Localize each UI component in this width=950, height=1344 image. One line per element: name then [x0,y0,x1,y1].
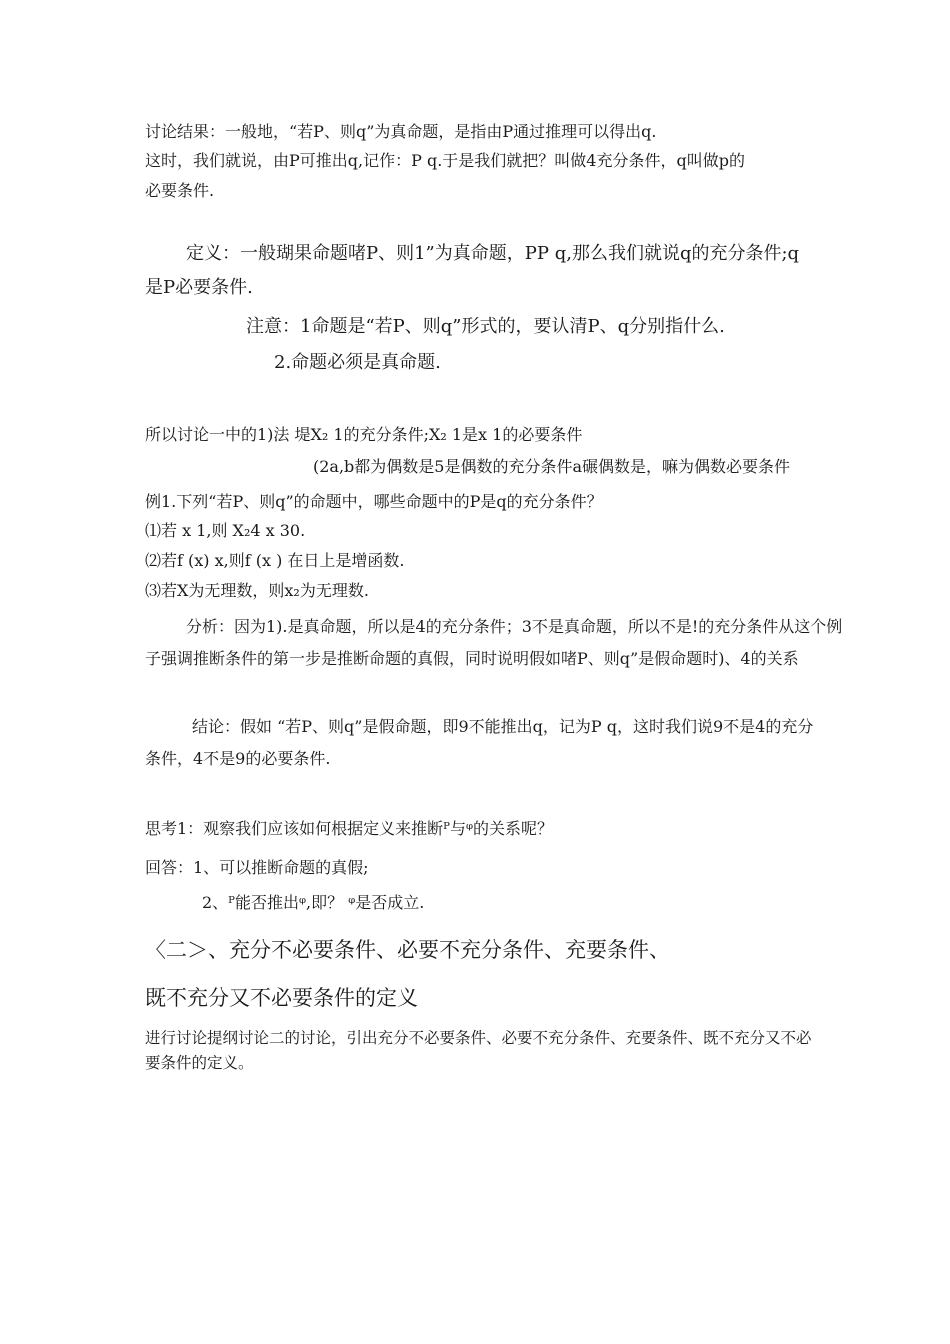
conclusion-from-discussion-1: 所以讨论一中的1)法 堤X₂ 1的充分条件;X₂ 1是x 1的必要条件 [145,425,583,444]
section-body-line-2: 要条件的定义。 [145,1054,254,1072]
example-item-3: ⑶若X为无理数，则x₂为无理数. [145,581,369,600]
conclusion-line-2: 条件，4不是9的必要条件. [145,749,331,768]
example-item-1: ⑴若 x 1,则 X₂4 x 30. [145,521,306,540]
example-title: 例1.下列“若P、则q”的命题中，哪些命题中的P是q的充分条件？ [145,492,603,511]
discussion-result-line-1: 讨论结果：一般地，“若P、则q”为真命题，是指由P通过推理可以得出q. [145,122,657,141]
definition-line-2: 是P必要条件. [145,277,253,298]
conclusion-from-discussion-2: (2a,b都为偶数是5是偶数的充分条件a碾偶数是，嘛为偶数必要条件 [313,457,791,476]
definition-line-1: 定义：一般瑚果命题啫P、则1”为真命题，PP q,那么我们就说q的充分条件;q [186,243,800,264]
section-heading-line-2: 既不充分又不必要条件的定义 [145,986,418,1010]
discussion-result-line-2: 这时，我们就说，由P可推出q,记作：P q.于是我们就把？叫做4充分条件，q叫做p的 [145,151,745,170]
discussion-result-line-3: 必要条件. [145,181,215,200]
example-item-2: ⑵若f (x) x,则f (x ) 在日上是增函数. [145,551,405,570]
analysis-line-1: 分析：因为1).是真命题，所以是4的充分条件；3不是真命题，所以不是!的充分条件从这个例 [186,617,843,636]
answer-line-1: 回答：1、可以推断命题的真假; [145,858,369,877]
conclusion-line-1: 结论：假如 “若P、则q”是假命题，即9不能推出q，记为P q，这时我们说9不是4的充分 [192,717,814,736]
section-body-line-1: 进行讨论提纲讨论二的讨论，引出充分不必要条件、必要不充分条件、充要条件、既不充分又不必 [145,1029,812,1047]
think-question: 思考1：观察我们应该如何根据定义来推断ᴾ与ᵠ的关系呢？ [145,819,554,838]
section-heading-line-1: 〈二＞、充分不必要条件、必要不充分条件、充要条件、 [145,938,670,962]
note-line-2: 2.命题必须是真命题. [274,352,441,373]
answer-line-2: 2、ᴾ能否推出ᵠ,即？ ᵠ是否成立. [202,893,425,912]
note-line-1: 注意：1命题是“若P、则q”形式的，要认清P、q分别指什么. [246,316,725,337]
analysis-line-2: 子强调推断条件的第一步是推断命题的真假，同时说明假如啫P、则q”是假命题时)、4的关系 [145,649,799,668]
